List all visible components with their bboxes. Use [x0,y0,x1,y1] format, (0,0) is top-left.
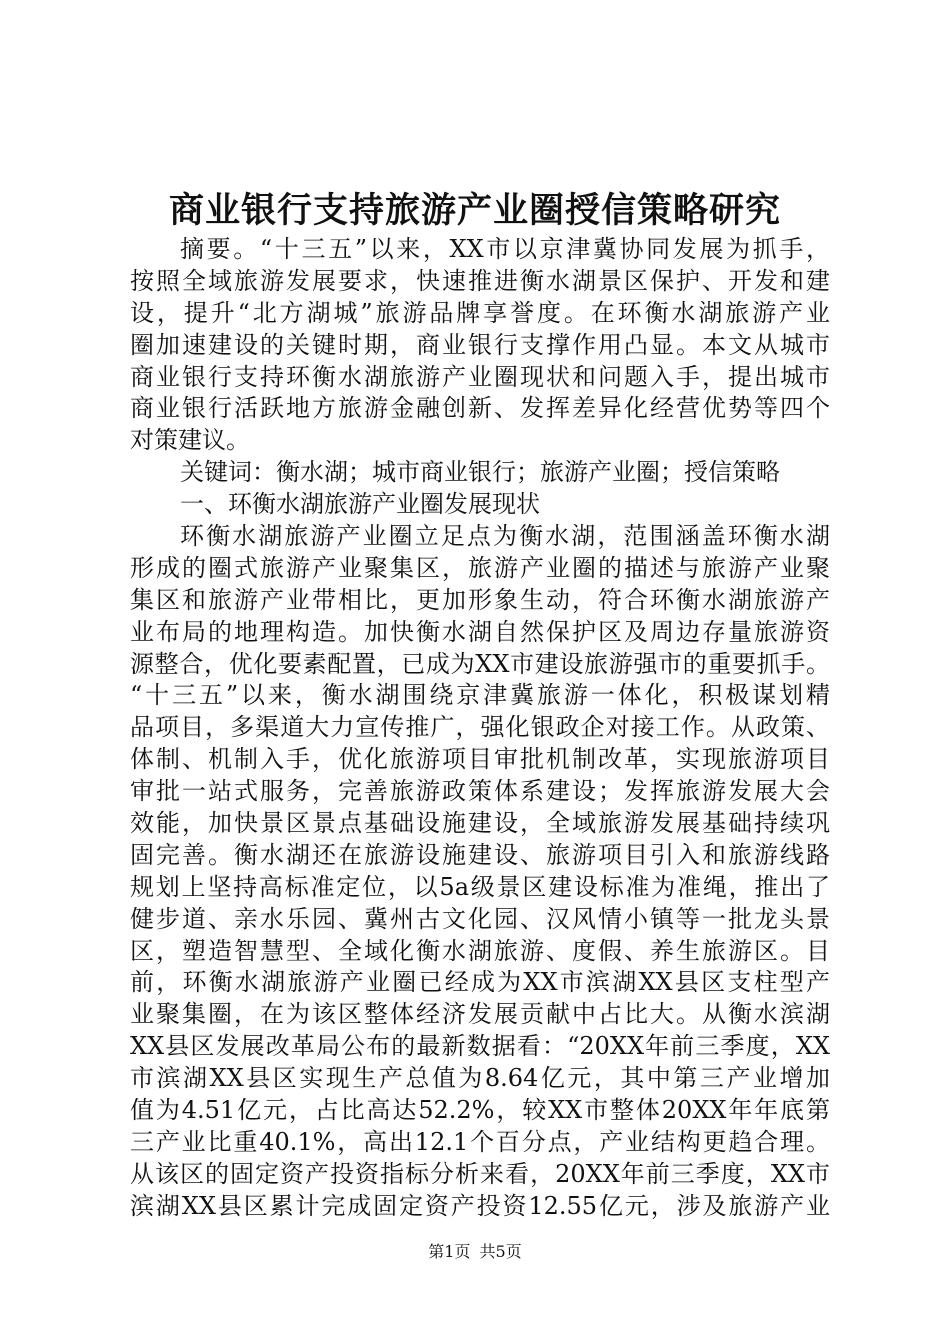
body-line: 摘要。“十三五”以来，XX市以京津冀协同发展为抓手， [180,235,830,263]
body-line: 对策建议。 [130,426,250,455]
body-line: 按照全域旅游发展要求，快速推进衡水湖景区保护、开发和建 [130,266,830,295]
body-line: 业布局的地理构造。加快衡水湖自然保护区及周边存量旅游资 [130,617,830,646]
body-line: 效能，加快景区景点基础设施建设，全域旅游发展基础持续巩 [130,809,830,838]
body-line: 市滨湖XX县区实现生产总值为8.64亿元，其中第三产业增加 [130,1064,830,1093]
body-line: “十三五”以来，衡水湖围绕京津冀旅游一体化，积极谋划精 [130,681,830,710]
page-footer [0,1240,950,1264]
body-line: 设，提升“北方湖城”旅游品牌享誉度。在环衡水湖旅游产业 [130,298,830,327]
page-number: 第1页 [428,1242,471,1261]
body-line: XX县区发展改革局公布的最新数据看：“20XX年前三季度，XX [130,1032,830,1061]
body-line: 值为4.51亿元，占比高达52.2%，较XX市整体20XX年年底第 [130,1096,830,1125]
body-line: 规划上坚持高标准定位，以5a级景区建设标准为准绳，推出了 [130,872,830,901]
body-line: 三产业比重40.1%，高出12.1个百分点，产业结构更趋合理。 [130,1127,830,1156]
section-heading: 一、环衡水湖旅游产业圈发展现状 [180,490,540,519]
body-line: 从该区的固定资产投资指标分析来看，20XX年前三季度，XX市 [130,1159,830,1188]
keywords-line: 关键词：衡水湖；城市商业银行；旅游产业圈；授信策略 [180,458,780,487]
body-line: 环衡水湖旅游产业圈立足点为衡水湖，范围涵盖环衡水湖 [180,522,830,551]
body-line: 源整合，优化要素配置，已成为XX市建设旅游强市的重要抓手。 [130,649,830,678]
body-line: 集区和旅游产业带相比，更加形象生动，符合环衡水湖旅游产 [130,585,830,614]
body-line: 前，环衡水湖旅游产业圈已经成为XX市滨湖XX县区支柱型产 [130,968,830,997]
body-line: 品项目，多渠道大力宣传推广，强化银政企对接工作。从政策、 [130,713,830,742]
body-line: 健步道、亲水乐园、冀州古文化园、汉风情小镇等一批龙头景 [130,904,830,933]
body-line: 固完善。衡水湖还在旅游设施建设、旅游项目引入和旅游线路 [130,840,830,869]
body-line: 区，塑造智慧型、全域化衡水湖旅游、度假、养生旅游区。目 [130,936,830,965]
body-line: 滨湖XX县区累计完成固定资产投资12.55亿元，涉及旅游产业 [130,1191,830,1220]
page-total: 共5页 [479,1242,522,1261]
body-line: 圈加速建设的关键时期，商业银行支撑作用凸显。本文从城市 [130,330,830,359]
body-line: 商业银行支持环衡水湖旅游产业圈现状和问题入手，提出城市 [130,362,830,391]
body-line: 商业银行活跃地方旅游金融创新、发挥差异化经营优势等四个 [130,394,830,423]
body-line: 业聚集圈，在为该区整体经济发展贡献中占比大。从衡水滨湖 [130,1000,830,1029]
body-line: 形成的圈式旅游产业聚集区，旅游产业圈的描述与旅游产业聚 [130,553,830,582]
body-line: 体制、机制入手，优化旅游项目审批机制改革，实现旅游项目 [130,745,830,774]
document-body [130,234,830,1223]
body-line: 审批一站式服务，完善旅游政策体系建设；发挥旅游发展大会 [130,777,830,806]
document-title: 商业银行支持旅游产业圈授信策略研究 [168,190,781,231]
